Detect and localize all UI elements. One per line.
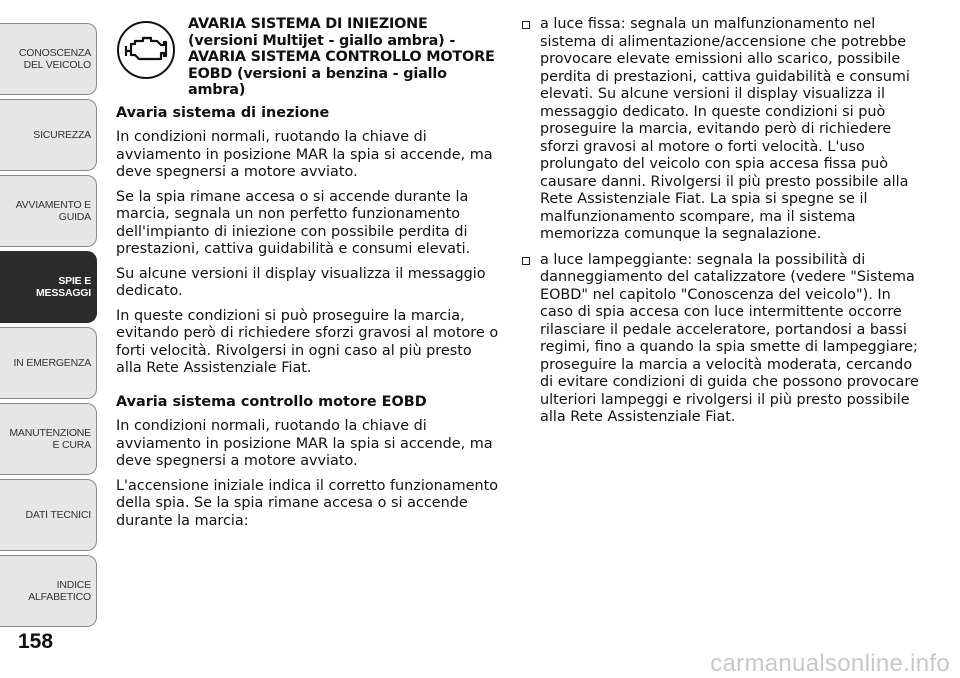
tab-label: DATI TECNICI	[25, 509, 91, 521]
tab-label: CONOSCENZA DEL VEICOLO	[18, 47, 91, 71]
tab-in-emergenza[interactable]	[0, 327, 97, 399]
tab-sicurezza[interactable]	[0, 99, 97, 171]
paragraph: L'accensione iniziale indica il corretto funzionamento della spia. Se la spia rimane accesa o si accende durante la marcia:	[116, 477, 499, 529]
subheading-eobd-fault: Avaria sistema controllo motore EOBD	[116, 393, 427, 410]
tab-spie-e-messaggi[interactable]	[0, 251, 97, 323]
right-column	[522, 16, 922, 435]
subheading-injection-fault: Avaria sistema di inezione	[116, 104, 330, 121]
list-item-text: a luce lampeggiante: segnala la possibilità di danneggiamento del catalizzatore (vedere "Sistema EOBD" nel capitolo "Conoscenza del veicolo"). In caso di spia accesa con luce intermittente occorre rilasciare il pedale acceleratore, portandosi a bassi regimi, fino a quando la spia smette di lampeggiare; proseguire la marcia a velocità moderata, cercando di evitare condizioni di guida che possono provocare ulteriori lampeggi e rivolgersi il più presto possibile alla Rete Assistenziale Fiat.	[540, 251, 919, 425]
tab-label: SPIE E MESSAGGI	[36, 275, 91, 299]
paragraph: Su alcune versioni il display visualizza il messaggio dedicato.	[116, 265, 486, 299]
watermark: carmanualsonline.info	[710, 650, 950, 677]
checkbox-bullet-icon	[522, 257, 530, 265]
list-item-text: a luce fissa: segnala un malfunzionamento nel sistema di alimentazione/accensione che potrebbe provocare elevate emissioni allo scarico, possibile perdita di prestazioni, cattiva guidabilità e consumi elevati. Su alcune versioni il display visualizza il messaggio dedicato. In queste condizioni si può proseguire la marcia, evitando però di richiedere sforzi gravosi al motore o forti velocità. L'uso prolungato del veicolo con spia accesa fissa può causare danni. Rivolgersi il più presto possibile alla Rete Assistenziale Fiat. La spia si spegne se il malfunzionamento scompare, ma il sistema memorizza comunque la segnalazione.	[540, 16, 910, 242]
bullet-list	[522, 16, 922, 427]
paragraph: Se la spia rimane accesa o si accende durante la marcia, segnala un non perfetto funzionamento dell'impianto di iniezione con possibile perdita di prestazioni, cattiva guidabilità e consumi elevati.	[116, 188, 471, 257]
tab-indice-alfabetico[interactable]	[0, 555, 97, 627]
checkbox-bullet-icon	[522, 21, 530, 29]
section-title: AVARIA SISTEMA DI INIEZIONE (versioni Multijet - giallo ambra) - AVARIA SISTEMA CONTROLLO MOTORE EOBD (versioni a benzina - giallo ambra)	[188, 16, 495, 98]
list-item	[522, 252, 922, 427]
paragraph: In condizioni normali, ruotando la chiave di avviamento in posizione MAR la spia si accende, ma deve spegnersi a motore avviato.	[116, 129, 493, 180]
tab-dati-tecnici[interactable]	[0, 479, 97, 551]
paragraph: In condizioni normali, ruotando la chiave di avviamento in posizione MAR la spia si accende, ma deve spegnersi a motore avviato.	[116, 418, 493, 469]
tab-label: AVVIAMENTO E GUIDA	[15, 199, 91, 223]
tab-conoscenza-del-veicolo[interactable]	[0, 23, 97, 95]
page-number: 158	[18, 630, 54, 653]
tab-avviamento-e-guida[interactable]	[0, 175, 97, 247]
list-item	[522, 16, 922, 244]
tab-label: INDICE ALFABETICO	[28, 579, 91, 603]
paragraph: In queste condizioni si può proseguire la marcia, evitando però di richiedere sforzi gravosi al motore o forti velocità. Rivolgersi in ogni caso al più presto alla Rete Assistenziale Fiat.	[116, 307, 499, 376]
left-column	[116, 16, 500, 537]
tab-label: SICUREZZA	[33, 129, 91, 141]
tab-label: IN EMERGENZA	[13, 357, 91, 369]
tab-label: MANUTENZIONE E CURA	[9, 427, 91, 451]
tab-manutenzione-e-cura[interactable]	[0, 403, 97, 475]
